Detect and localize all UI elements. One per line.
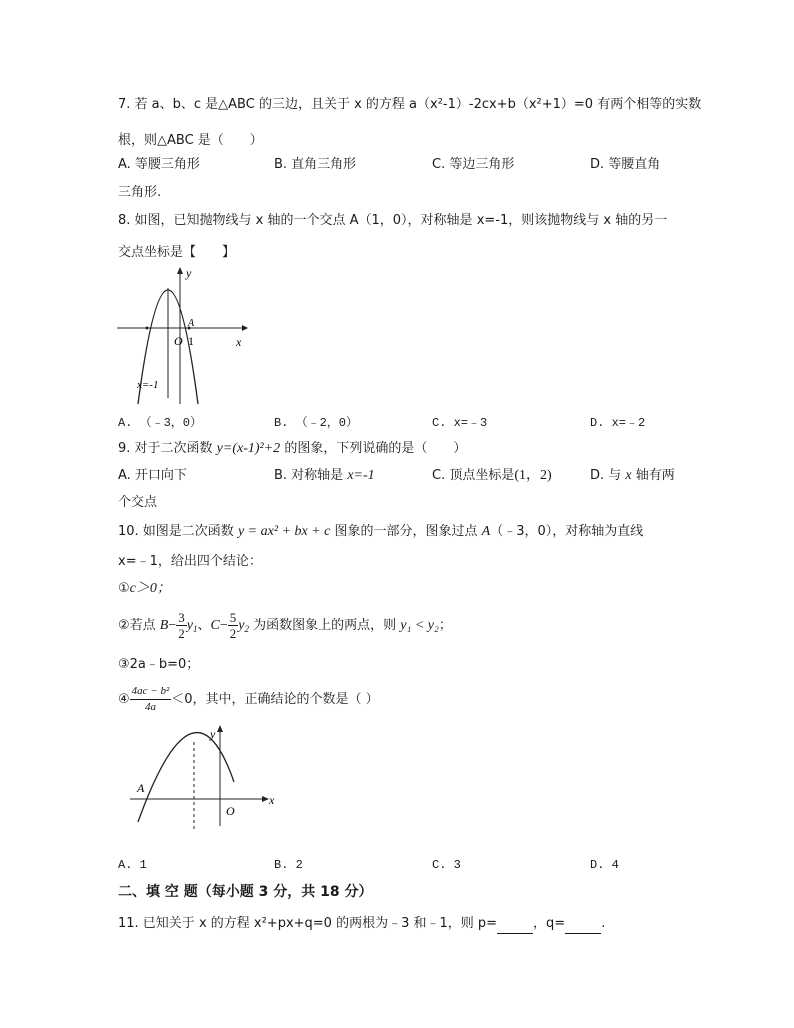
q8-o-label: O (174, 334, 183, 348)
q8-option-d: D. x=﹣2 (590, 416, 646, 430)
q10-option-d: D. 4 (590, 858, 619, 872)
q10-c4-frac-den: 4a (144, 701, 156, 713)
q11-stem-prefix: 11. 已知关于 x 的方程 x²+px+q=0 的两根为﹣3 和﹣1，则 p= (118, 916, 498, 931)
q10-c2-y2: $y_2$ (238, 618, 249, 634)
q10-c1-num: ① (118, 581, 130, 596)
q10-c2-num: ②若点 (118, 618, 160, 633)
q8-parabola-graph (112, 264, 252, 406)
q7-stem-line2: 根，则△ABC 是（ ） (118, 133, 263, 148)
q10-a-label: A (137, 781, 145, 795)
q10-c2-frac1-num: 3 (178, 610, 185, 625)
q10-c2-frac1 (176, 610, 187, 641)
q11-stem-mid: ，q= (533, 916, 566, 931)
q7-option-a: A. 等腰三角形 (118, 157, 200, 172)
q8-x-axis-arrow (242, 325, 248, 331)
q7-option-b: B. 直角三角形 (274, 157, 357, 172)
q8-stem-line1: 8. 如图，已知抛物线与 x 轴的一个交点 A（1，0），对称轴是 x=-1，则该抛物线与 x 轴的另一 (118, 213, 668, 228)
q10-conclusion-1 (118, 580, 171, 598)
q10-c2-minus2: − (219, 618, 228, 633)
q9-option-b-formula: x=-1 (347, 468, 375, 483)
q9-option-a: A. 开口向下 (118, 468, 187, 483)
q7-stem-line1: 7. 若 a、b、c 是△ABC 的三边，且关于 x 的方程 a（x²-1）-2cx+b（x²+1）=0 有两个相等的实数 (118, 97, 702, 112)
q8-option-b: B. （﹣2，0） (274, 416, 359, 430)
q10-option-a: A. 1 (118, 858, 147, 872)
q8-point-left (146, 327, 149, 330)
q8-stem-line2: 交点坐标是【 】 (118, 245, 236, 260)
q9-option-d-suffix: 轴有两 (631, 468, 675, 483)
q10-c2-sep: 、 (197, 618, 211, 633)
q11-stem (118, 915, 605, 934)
q10-point-a: A (481, 524, 491, 539)
q8-a-label: A (188, 318, 195, 329)
q10-c2-y1: $y_1$ (186, 618, 198, 634)
q10-c4-frac (130, 684, 172, 715)
q11-stem-end: . (601, 916, 606, 931)
q10-stem-line1 (118, 523, 643, 541)
q10-c2-c: C (210, 618, 220, 633)
q10-y-axis-arrow (217, 725, 223, 732)
q11-blank-q[interactable] (565, 915, 601, 934)
q7-option-c: C. 等边三角形 (432, 157, 515, 172)
q10-c2-frac2-den: 2 (229, 626, 237, 641)
q8-one-label: 1 (188, 334, 194, 348)
q9-option-d (590, 467, 675, 485)
q10-c4-frac-num: 4ac − b² (130, 684, 172, 700)
q10-c2-frac1-den: 2 (178, 626, 185, 641)
q10-c1-text: c＞0； (129, 581, 171, 596)
q7-option-d-continued: 三角形. (118, 185, 162, 200)
q10-parabola-graph (124, 722, 284, 832)
q10-c2-end: ； (438, 618, 452, 633)
q9-option-b-prefix: B. 对称轴是 (274, 468, 348, 483)
q9-option-c (432, 467, 552, 485)
q10-c4-suffix: ＜0，其中，正确结论的个数是（ ） (171, 692, 379, 707)
q10-c2-minus1: − (168, 618, 177, 633)
q9-option-d-prefix: D. 与 (590, 468, 626, 483)
q9-formula: y=(x-1)²+2 (216, 441, 281, 456)
q10-stem-suffix2: （﹣3，0），对称轴为直线 (490, 524, 644, 539)
q11-blank-p[interactable] (497, 915, 533, 934)
q9-option-d-var: x (625, 468, 632, 483)
q10-c2-frac2 (228, 610, 239, 641)
q10-c2-suffix: 为函数图象上的两点，则 (248, 618, 401, 633)
q9-stem-prefix: 9. 对于二次函数 (118, 441, 217, 456)
q9-option-d-continued: 个交点 (118, 495, 158, 510)
q10-formula: y = ax² + bx + c (237, 524, 331, 539)
q10-conclusion-2 (118, 608, 452, 647)
q10-y-label: y (210, 727, 216, 741)
q8-y-label: y (186, 266, 192, 280)
q8-axis-label: x=-1 (137, 379, 159, 391)
q10-stem-line2: x=﹣1，给出四个结论： (118, 554, 262, 569)
q8-y-axis-arrow (177, 267, 183, 274)
q8-option-c: C. x=﹣3 (432, 416, 488, 430)
q10-o-label: O (226, 804, 235, 818)
q10-x-label: x (269, 793, 275, 807)
q8-option-a: A. （﹣3，0） (118, 416, 203, 430)
q10-c2-frac2-num: 5 (229, 610, 237, 625)
q10-stem-suffix1: 图象的一部分，图象过点 (330, 524, 482, 539)
q10-c2-b: B (159, 618, 169, 633)
q9-stem-suffix: 的图象，下列说确的是（ ） (280, 441, 467, 456)
q10-c4-num: ④ (118, 692, 130, 707)
q10-x-axis-arrow (262, 796, 269, 802)
q9-option-b (274, 467, 375, 485)
q10-option-c: C. 3 (432, 858, 461, 872)
q9-option-c-prefix: C. 顶点坐标是 (432, 468, 515, 483)
q10-stem-prefix: 10. 如图是二次函数 (118, 524, 238, 539)
section-2-title: 二、填 空 题（每小题 3 分，共 18 分） (118, 884, 373, 900)
q7-option-d: D. 等腰直角 (590, 157, 661, 172)
q9-option-c-formula: (1，2) (514, 468, 552, 483)
q10-c2-ineq: y₁ < y₂ (400, 618, 439, 633)
q8-x-label: x (236, 335, 242, 349)
q10-option-b: B. 2 (274, 858, 303, 872)
q10-conclusion-4 (118, 682, 379, 718)
q9-stem (118, 440, 466, 458)
q10-conclusion-3: ③2a﹣b=0； (118, 657, 200, 672)
